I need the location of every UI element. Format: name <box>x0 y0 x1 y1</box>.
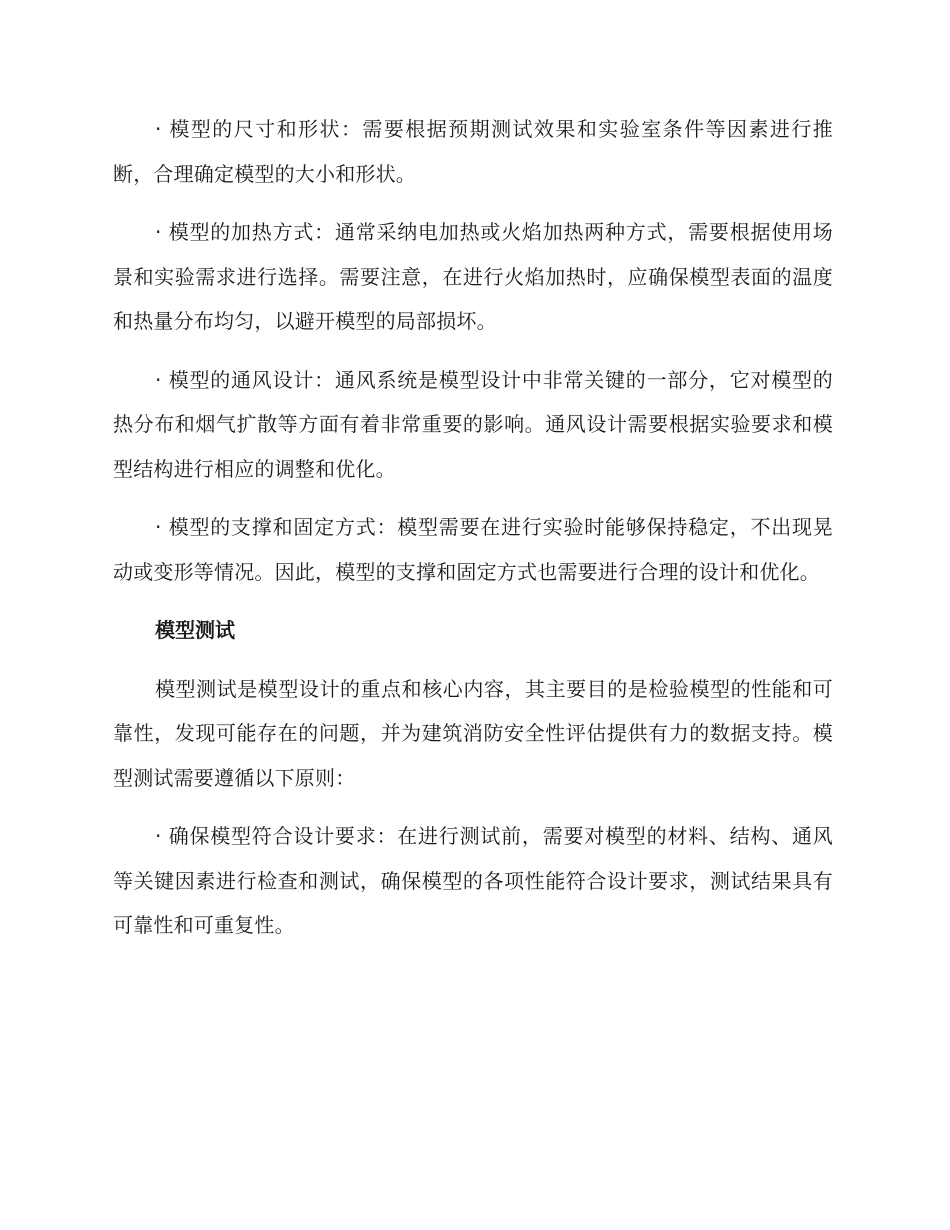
paragraph-model-size-shape: · 模型的尺寸和形状：需要根据预期测试效果和实验室条件等因素进行推断，合理确定模型的大小和形状。 <box>113 117 833 186</box>
paragraph-testing-intro: 模型测试是模型设计的重点和核心内容，其主要目的是检验模型的性能和可靠性，发现可能存在的问题，并为建筑消防安全性评估提供有力的数据支持。模型测试需要遵循以下原则： <box>113 676 833 790</box>
paragraph-model-heating: · 模型的加热方式：通常采纳电加热或火焰加热两种方式，需要根据使用场景和实验需求进行选择。需要注意，在进行火焰加热时，应确保模型表面的温度和热量分布均匀，以避开模型的局部损坏。 <box>113 220 833 333</box>
document-page <box>113 107 833 962</box>
paragraph-testing-principle-1: · 确保模型符合设计要求：在进行测试前，需要对模型的材料、结构、通风等关键因素进行检查和测试，确保模型的各项性能符合设计要求，测试结果具有可靠性和可重复性。 <box>113 824 833 937</box>
paragraph-model-support: · 模型的支撑和固定方式：模型需要在进行实验时能够保持稳定，不出现晃动或变形等情况。因此，模型的支撑和固定方式也需要进行合理的设计和优化。 <box>113 515 833 584</box>
paragraph-model-ventilation: · 模型的通风设计：通风系统是模型设计中非常关键的一部分，它对模型的热分布和烟气扩散等方面有着非常重要的影响。通风设计需要根据实验要求和模型结构进行相应的调整和优化。 <box>113 367 833 481</box>
section-heading-model-testing: 模型测试 <box>155 618 235 642</box>
